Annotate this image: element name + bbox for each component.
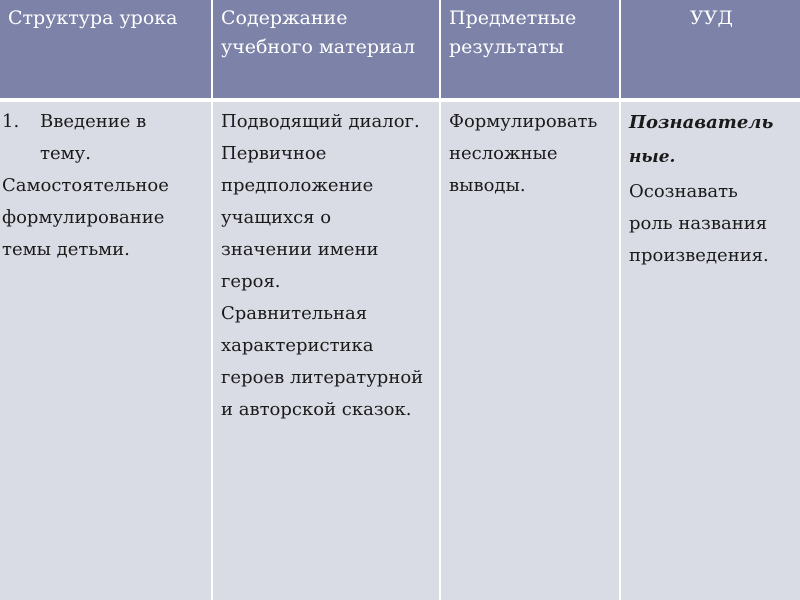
content-text-line: характеристика [221,335,374,356]
structure-text-line: Самостоятельное [2,175,169,196]
uud-text-line: Осознавать [629,181,738,202]
cell-results [440,100,620,600]
uud-text-line: произведения. [629,245,769,266]
table-row [0,100,800,600]
header-structure-line: Структура урока [8,7,178,29]
cell-structure [0,100,212,600]
results-text-line: несложные [449,143,558,164]
header-content-line: Содержание [221,7,348,29]
header-structure [0,0,212,100]
results-text-line: Формулировать [449,111,598,132]
header-content [212,0,440,100]
header-content-line: учебного материал [221,36,416,58]
content-text-line: Сравнительная [221,303,368,324]
header-results [440,0,620,100]
content-text-line: и авторской сказок. [221,399,412,420]
list-item-number: 1. [2,111,20,132]
header-uud-line: УУД [690,7,733,29]
content-text-line: героев литературной [221,367,424,388]
content-text-line: героя. [221,271,281,292]
list-item [2,106,205,138]
content-text-line: Подводящий диалог. [221,111,420,132]
structure-text-line: формулирование [2,207,165,228]
list-item-text: Введение в [40,111,147,132]
header-results-line: Предметные [449,7,577,29]
header-row [0,0,800,100]
list-item-text: тему. [40,143,91,164]
header-uud [620,0,800,100]
content-text-line: значении имени [221,239,379,260]
uud-title-line: Познаватель [629,112,774,133]
results-text-line: выводы. [449,175,526,196]
cell-content [212,100,440,600]
uud-title-line: ные. [629,147,676,167]
content-text-line: Первичное [221,143,327,164]
cell-uud [620,100,800,600]
content-text-line: предположение [221,175,374,196]
header-results-line: результаты [449,36,564,58]
uud-text-line: роль названия [629,213,768,234]
content-text-line: учащихся о [221,207,332,228]
structure-text-line: темы детьми. [2,239,130,260]
